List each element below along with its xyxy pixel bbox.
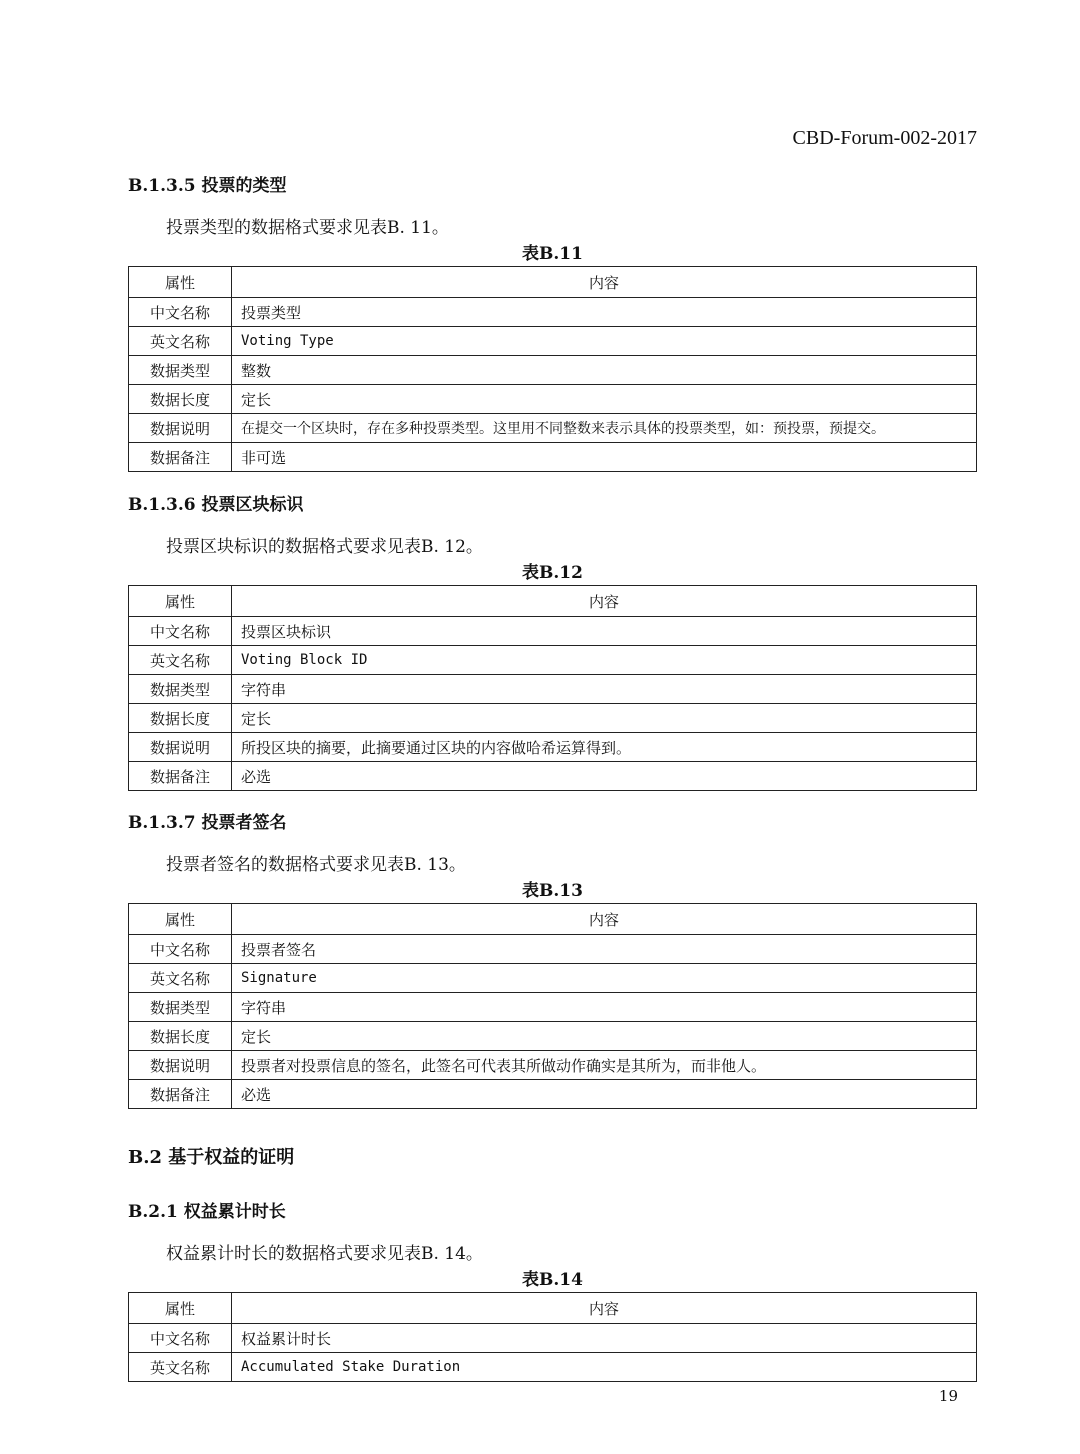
row-attr: 数据类型 [129,993,232,1022]
table-row [129,1353,977,1382]
row-attr: 数据长度 [129,1022,232,1051]
section-heading: B.1.3.7 投票者签名 [128,813,287,833]
table-row [129,704,977,733]
table-caption: 表B.14 [522,1270,583,1290]
section-b-1-3-7 [128,810,977,1109]
row-attr: 数据说明 [129,1051,232,1080]
table-row [129,993,977,1022]
section-heading: B.1.3.5 投票的类型 [128,176,287,196]
table-row [129,385,977,414]
row-value: 字符串 [232,675,977,704]
row-attr: 中文名称 [129,298,232,327]
section-intro: 投票类型的数据格式要求见表B. 11。 [166,218,449,238]
table-row [129,964,977,993]
row-attr: 数据长度 [129,704,232,733]
row-attr: 数据说明 [129,733,232,762]
table-caption: 表B.12 [522,563,583,583]
section-heading: B.2.1 权益累计时长 [128,1202,286,1222]
table-header-row [129,1293,977,1324]
row-value: Signature [232,964,977,993]
document-code: CBD-Forum-002-2017 [792,127,977,149]
data-table-b12 [128,585,977,791]
row-value: 投票区块标识 [232,617,977,646]
section-b-1-3-5 [128,173,977,472]
data-table-b14 [128,1292,977,1382]
chapter-heading: B.2 基于权益的证明 [128,1147,295,1168]
row-value: Accumulated Stake Duration [232,1353,977,1382]
row-value: 定长 [232,704,977,733]
table-row [129,1324,977,1353]
section-b-1-3-6 [128,492,977,791]
row-value: 字符串 [232,993,977,1022]
row-value: 所投区块的摘要，此摘要通过区块的内容做哈希运算得到。 [232,733,977,762]
header-attr: 属性 [129,586,232,617]
row-attr: 中文名称 [129,1324,232,1353]
header-attr: 属性 [129,904,232,935]
table-row [129,1051,977,1080]
header-content: 内容 [232,904,977,935]
row-value: 定长 [232,385,977,414]
row-attr: 英文名称 [129,646,232,675]
row-attr: 数据类型 [129,675,232,704]
row-value: 整数 [232,356,977,385]
header-content: 内容 [232,267,977,298]
row-attr: 中文名称 [129,617,232,646]
row-attr: 英文名称 [129,327,232,356]
row-value: 必选 [232,1080,977,1109]
row-attr: 数据备注 [129,762,232,791]
section-heading: B.1.3.6 投票区块标识 [128,495,304,515]
header-attr: 属性 [129,1293,232,1324]
header-attr: 属性 [129,267,232,298]
row-value: 定长 [232,1022,977,1051]
table-row [129,298,977,327]
table-row [129,1022,977,1051]
row-attr: 中文名称 [129,935,232,964]
data-table-b11 [128,266,977,472]
header-content: 内容 [232,1293,977,1324]
table-caption: 表B.13 [522,881,583,901]
row-attr: 数据备注 [129,1080,232,1109]
table-header-row [129,904,977,935]
row-attr: 数据备注 [129,443,232,472]
table-row [129,617,977,646]
section-intro: 投票者签名的数据格式要求见表B. 13。 [166,855,466,875]
row-value: 必选 [232,762,977,791]
row-attr: 英文名称 [129,1353,232,1382]
table-row [129,327,977,356]
row-attr: 数据说明 [129,414,232,443]
page-number: 19 [938,1387,958,1405]
header-content: 内容 [232,586,977,617]
table-header-row [129,267,977,298]
table-row [129,414,977,443]
section-b-2-1 [128,1199,977,1382]
row-value: 投票类型 [232,298,977,327]
table-row [129,443,977,472]
table-row [129,935,977,964]
row-value: 非可选 [232,443,977,472]
table-row [129,733,977,762]
row-value: 在提交一个区块时，存在多种投票类型。这里用不同整数来表示具体的投票类型，如：预投票，预提交。 [232,414,977,443]
row-value: 权益累计时长 [232,1324,977,1353]
table-row [129,675,977,704]
row-value: Voting Block ID [232,646,977,675]
row-attr: 数据类型 [129,356,232,385]
row-value: 投票者对投票信息的签名，此签名可代表其所做动作确实是其所为，而非他人。 [232,1051,977,1080]
section-intro: 投票区块标识的数据格式要求见表B. 12。 [166,537,483,557]
section-intro: 权益累计时长的数据格式要求见表B. 14。 [166,1244,483,1264]
table-caption: 表B.11 [522,244,583,264]
table-row [129,762,977,791]
row-attr: 英文名称 [129,964,232,993]
table-row [129,356,977,385]
row-attr: 数据长度 [129,385,232,414]
table-row [129,1080,977,1109]
data-table-b13 [128,903,977,1109]
row-value: Voting Type [232,327,977,356]
row-value: 投票者签名 [232,935,977,964]
table-row [129,646,977,675]
table-header-row [129,586,977,617]
